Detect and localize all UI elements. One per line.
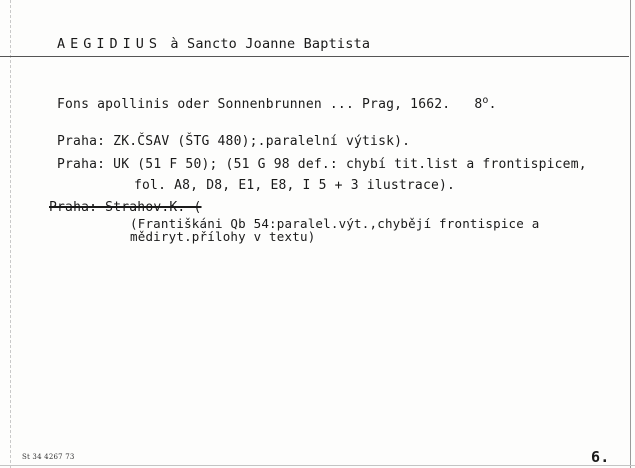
- handwritten-note-line-1: (Františkáni Qb 54:paralel.výt.,chybějí frontispice a: [130, 216, 540, 231]
- card-left-edge: [10, 0, 11, 468]
- location-line-2: Praha: UK (51 F 50); (51 G 98 def.: chybí tit.list a frontispicem,: [57, 157, 587, 172]
- title-text: Fons apollinis oder Sonnenbrunnen ... Prag, 1662. 8: [57, 97, 483, 112]
- footer-print-code: St 34 4267 73: [22, 453, 75, 461]
- heading-underline: [0, 56, 629, 57]
- card-bottom-edge: [0, 465, 635, 466]
- card-number: 6.: [591, 448, 610, 466]
- title-end: .: [488, 97, 497, 112]
- location-continuation: fol. A8, D8, E1, E8, I 5 + 3 ilustrace).: [134, 178, 456, 193]
- heading-rest: à Sancto Joanne Baptista: [170, 36, 371, 52]
- location-line-1: Praha: ZK.ČSAV (ŠTG 480);.paralelní výtisk).: [57, 134, 411, 149]
- heading-author: AEGIDIUS: [57, 36, 163, 52]
- struck-entry: Praha: Strahov.K. (: [49, 200, 202, 215]
- handwritten-note-line-2: mědiryt.přílohy v textu): [130, 229, 316, 244]
- card-heading: [57, 36, 370, 52]
- card-right-edge: [630, 0, 631, 468]
- title-line: [57, 95, 497, 112]
- format-mark: o: [482, 95, 489, 106]
